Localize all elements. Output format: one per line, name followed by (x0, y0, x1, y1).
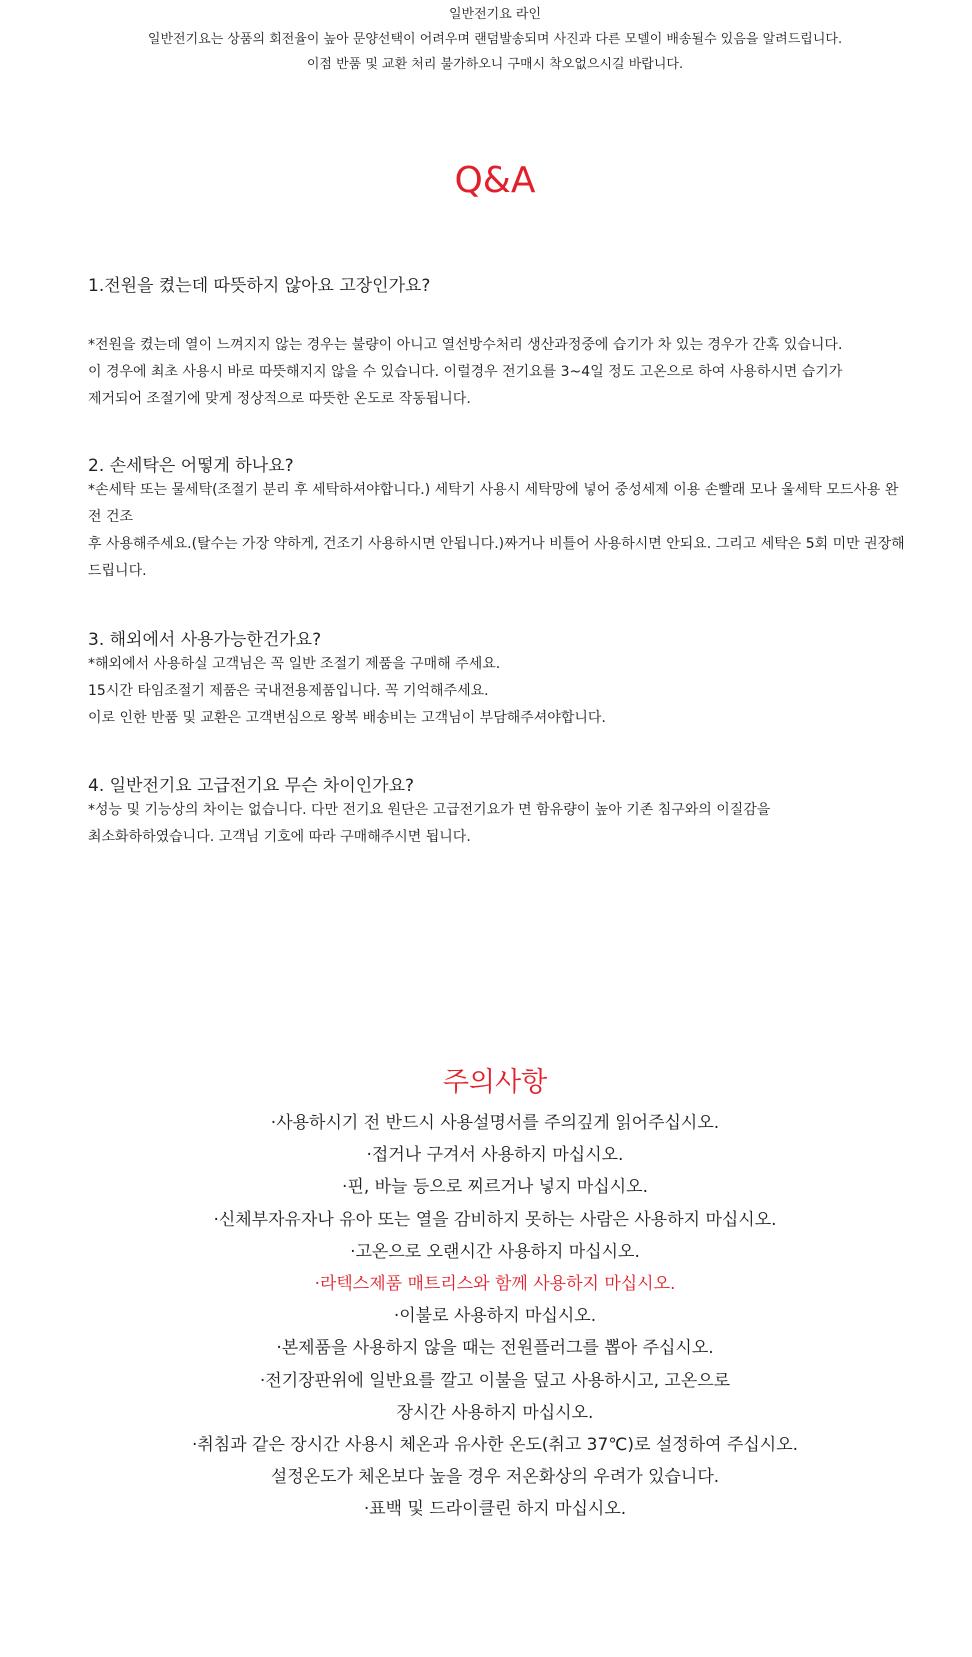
caution-item: ·핀, 바늘 등으로 찌르거나 넣지 마십시오. (342, 1177, 648, 1198)
caution-item: 장시간 사용하지 마십시오. (396, 1402, 594, 1423)
notice-line: 이점 반품 및 교환 처리 불가하오니 구매시 착오없으시길 바랍니다. (306, 57, 684, 72)
answer (88, 477, 908, 585)
answer-line: *성능 및 기능상의 차이는 없습니다. 다만 전기요 원단은 고급전기요가 면 함유량이 높아 기존 침구와의 이질감을 (88, 802, 771, 818)
question-heading: 3. 해외에서 사용가능한건가요? (88, 630, 322, 650)
caution-item: ·이불로 사용하지 마십시오. (393, 1306, 597, 1327)
caution-item: ·접거나 구겨서 사용하지 마십시오. (366, 1145, 624, 1166)
question-heading: 4. 일반전기요 고급전기요 무슨 차이인가요? (88, 776, 415, 796)
answer-line: 후 사용해주세요.(탈수는 가장 약하게, 건조기 사용하시면 안됩니다.)짜거나 비틀어 사용하시면 안되요. 그리고 세탁은 5회 미만 권장해 드립니다. (88, 536, 905, 579)
answer-line: *손세탁 또는 물세탁(조절기 분리 후 세탁하셔야합니다.) 세탁기 사용시 세탁망에 넣어 중성세제 이용 손빨래 모나 울세탁 모드사용 완전 건조 (88, 482, 899, 525)
answer-line: *전원을 켰는데 열이 느껴지지 않는 경우는 불량이 아니고 열선방수처리 생산과정중에 습기가 차 있는 경우가 간혹 있습니다. (88, 337, 843, 353)
answer-line: 이 경우에 최초 사용시 바로 따뜻해지지 않을 수 있습니다. 이럴경우 전기요를 3~4일 정도 고온으로 하여 사용하시면 습기가 (88, 364, 843, 380)
answer-line: 15시간 타임조절기 제품은 국내전용제품입니다. 꼭 기억해주세요. (88, 683, 489, 699)
caution-item: ·신체부자유자나 유아 또는 열을 감비하지 못하는 사람은 사용하지 마십시오. (213, 1209, 777, 1230)
caution-item: ·본제품을 사용하지 않을 때는 전원플러그를 뽑아 주십시오. (276, 1338, 714, 1359)
caution-title: 주의사항 (442, 1067, 548, 1098)
answer-line: 이로 인한 반품 및 교환은 고객변심으로 왕복 배송비는 고객님이 부담해주셔야합니다. (88, 710, 606, 726)
answer-line: 최소화하하였습니다. 고객님 기호에 따라 구매해주시면 됩니다. (88, 829, 471, 845)
question-heading: 1.전원을 켰는데 따뜻하지 않아요 고장인가요? (88, 276, 431, 296)
answer-line: *해외에서 사용하실 고객님은 꼭 일반 조절기 제품을 구매해 주세요. (88, 656, 501, 672)
caution-item: ·고온으로 오랜시간 사용하지 마십시오. (350, 1241, 640, 1262)
caution-item-highlighted: ·라텍스제품 매트리스와 함께 사용하지 마십시오. (314, 1274, 676, 1295)
caution-item: 설정온도가 체온보다 높을 경우 저온화상의 우려가 있습니다. (270, 1467, 720, 1488)
notice-title: 일반전기요 라인 (448, 7, 542, 22)
answer (88, 797, 908, 851)
caution-item: ·전기장판위에 일반요를 깔고 이불을 덮고 사용하시고, 고온으로 (259, 1370, 731, 1391)
caution-item: ·취침과 같은 장시간 사용시 체온과 유사한 온도(취고 37℃)로 설정하여 주십시오. (191, 1435, 799, 1456)
question-heading: 2. 손세탁은 어떻게 하나요? (88, 456, 294, 476)
caution-item: ·표백 및 드라이클린 하지 마십시오. (363, 1499, 627, 1520)
caution-list (0, 1107, 972, 1526)
notice-line: 일반전기요는 상품의 회전율이 높아 문양선택이 어려우며 랜덤발송되며 사진과 다른 모델이 배송될수 있음을 알려드립니다. (147, 32, 843, 47)
answer (88, 651, 908, 732)
answer (88, 332, 908, 413)
qa-title: Q&A (454, 160, 536, 201)
caution-item: ·사용하시기 전 반드시 사용설명서를 주의깊게 읽어주십시오. (270, 1113, 720, 1133)
answer-line: 제거되어 조절기에 맞게 정상적으로 따뜻한 온도로 작동됩니다. (88, 391, 471, 407)
